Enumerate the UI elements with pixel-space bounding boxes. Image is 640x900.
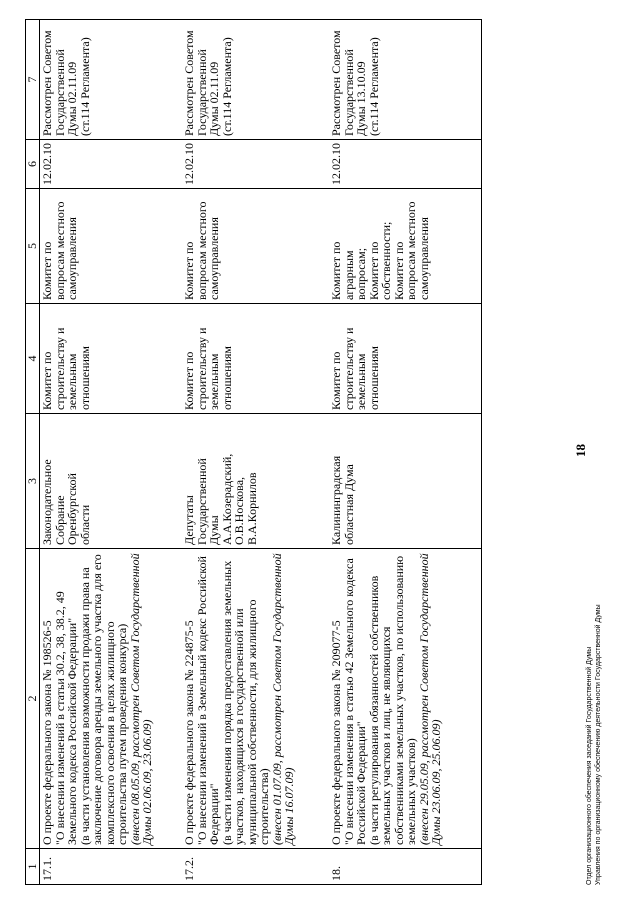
- co-committee-line: аграрным: [341, 250, 356, 300]
- initiator-line: Калининградская: [329, 455, 343, 545]
- bill-title: О проекте федерального закона № 198526-5: [40, 620, 54, 845]
- co-committee-line: Комитет по: [329, 241, 343, 300]
- co-committee-line: Комитет по: [40, 241, 54, 300]
- footer-line: Отдел организационного обеспечения заседаний Государственной Думы: [586, 646, 593, 885]
- bill-title: О проекте федерального закона № 209077-5: [329, 620, 343, 845]
- initiator-line: Законодательное: [40, 459, 54, 545]
- column-header: 3: [26, 414, 40, 549]
- status-cell: [40, 20, 183, 140]
- co-committees-cell: [329, 189, 482, 304]
- co-committees-cell: [40, 189, 183, 304]
- initiator-line: Депутаты: [182, 495, 196, 545]
- initiator-line: В.А.Корнилов: [244, 472, 259, 545]
- page-footer: [585, 604, 603, 885]
- committee-line: Комитет по: [40, 351, 54, 410]
- co-committee-line: вопросам;: [354, 247, 368, 300]
- bill-description: [329, 549, 482, 849]
- initiator-line: А.А.Козерадский,: [219, 453, 234, 545]
- bill-detail: (в части изменения порядка предоставления земельных участков, находящихся в государственной или муниципальной собственности, для жилищного строительства): [219, 560, 271, 845]
- initiator-line: Думы: [207, 515, 221, 545]
- footer-line: Управления по организационному обеспечению деятельности Государственной Думы: [595, 604, 602, 885]
- column-header: 6: [26, 140, 40, 189]
- co-committee-line: самоуправления: [65, 217, 79, 300]
- initiator-line: Собрание: [52, 495, 67, 545]
- co-committee-line: самоуправления: [207, 217, 221, 300]
- co-committee-line: самоуправления: [416, 217, 431, 300]
- bills-table: [25, 19, 482, 885]
- bill-submission-note: (внесен 29.05.09, рассмотрен Советом Государственной Думы 23.06.09, 25.06.09): [416, 553, 443, 845]
- bill-name: "О внесении изменения в статью 42 Земельного кодекса Российской Федерации": [341, 558, 368, 845]
- bill-title: О проекте федерального закона № 224875-5: [182, 620, 196, 845]
- status-line: (ст.114 Регламента): [366, 37, 381, 136]
- co-committee-line: вопросам местного: [52, 201, 67, 300]
- row-number: 17.2.: [182, 849, 329, 885]
- co-committee-line: Комитет по: [391, 241, 406, 300]
- status-line: Рассмотрен Советом: [40, 30, 54, 136]
- committee-line: земельным: [65, 353, 79, 410]
- rotated-document-page: [20, 15, 620, 885]
- status-line: Государственной: [194, 49, 209, 136]
- bill-name: "О внесении изменений в статьи 30.2, 38, 38.2, 49 Земельного кодекса Российской Федерации": [52, 591, 79, 845]
- committee-line: строительству и: [52, 327, 67, 410]
- bill-detail: (в части регулирования обязанностей собственников земельных участков и лиц, не являющихся собственниками земельных участков, по использованию земельных участков): [366, 555, 418, 845]
- status-line: (ст.114 Регламента): [219, 37, 234, 136]
- date-cell: 12.02.10: [40, 140, 183, 189]
- committee-line: Комитет по: [329, 351, 343, 410]
- column-header: 4: [26, 304, 40, 414]
- status-line: Думы 02.11.09: [65, 61, 79, 136]
- responsible-committee-cell: [329, 304, 482, 414]
- row-number: 18.: [329, 849, 482, 885]
- status-line: Думы 02.11.09: [207, 61, 221, 136]
- column-header: 2: [26, 549, 40, 849]
- initiator-line: областная Дума: [341, 464, 356, 545]
- committee-line: строительству и: [341, 327, 356, 410]
- status-line: Рассмотрен Советом: [182, 30, 196, 136]
- co-committee-line: вопросам местного: [194, 201, 209, 300]
- committee-line: строительству и: [194, 327, 209, 410]
- co-committee-line: собственности;: [379, 221, 393, 300]
- column-header: 5: [26, 189, 40, 304]
- table-row: [329, 20, 482, 885]
- responsible-committee-cell: [40, 304, 183, 414]
- table-row: [182, 20, 329, 885]
- committee-line: Комитет по: [182, 351, 196, 410]
- status-cell: [182, 20, 329, 140]
- initiator-line: области: [77, 504, 92, 545]
- initiator-line: Государственной: [194, 458, 209, 545]
- initiator-line: Оренбургской: [65, 473, 79, 545]
- initiator-cell: [40, 414, 183, 549]
- initiator-cell: [182, 414, 329, 549]
- table-row: [40, 20, 183, 885]
- committee-line: отношениям: [77, 345, 92, 410]
- bill-submission-note: (внесен 08.05.09, рассмотрен Советом Государственной Думы 02.06.09, 23.06.09): [127, 553, 154, 845]
- status-line: Думы 13.10.09: [354, 61, 368, 136]
- status-line: Государственной: [341, 49, 356, 136]
- bill-description: [182, 549, 329, 849]
- column-header: 1: [26, 849, 40, 885]
- initiator-line: О.В.Носкова,: [232, 476, 246, 545]
- row-number: 17.1.: [40, 849, 183, 885]
- status-line: (ст.114 Регламента): [77, 37, 92, 136]
- date-cell: 12.02.10: [182, 140, 329, 189]
- responsible-committee-cell: [182, 304, 329, 414]
- committee-line: земельным: [354, 353, 368, 410]
- committee-line: земельным: [207, 353, 221, 410]
- status-line: Государственной: [52, 49, 67, 136]
- status-cell: [329, 20, 482, 140]
- page-number: 18: [573, 444, 588, 457]
- bill-name: "О внесении изменений в Земельный кодекс Российской Федерации": [194, 556, 221, 845]
- co-committee-line: Комитет по: [366, 241, 381, 300]
- bill-description: [40, 549, 183, 849]
- committee-line: отношениям: [219, 345, 234, 410]
- committee-line: отношениям: [366, 345, 381, 410]
- co-committees-cell: [182, 189, 329, 304]
- bill-submission-note: (внесен 01.07.09, рассмотрен Советом Государственной Думы 16.07.09): [269, 553, 296, 845]
- co-committee-line: вопросам местного: [404, 201, 418, 300]
- column-number-header-row: [26, 20, 40, 885]
- bill-detail: (в части установления возможности продажи права на заключение договора аренды земельного участка для его комплексного освоения в целях жилищного строительства путем проведения конкурса): [77, 554, 129, 845]
- column-header: 7: [26, 20, 40, 140]
- initiator-cell: [329, 414, 482, 549]
- co-committee-line: Комитет по: [182, 241, 196, 300]
- status-line: Рассмотрен Советом: [329, 30, 343, 136]
- date-cell: 12.02.10: [329, 140, 482, 189]
